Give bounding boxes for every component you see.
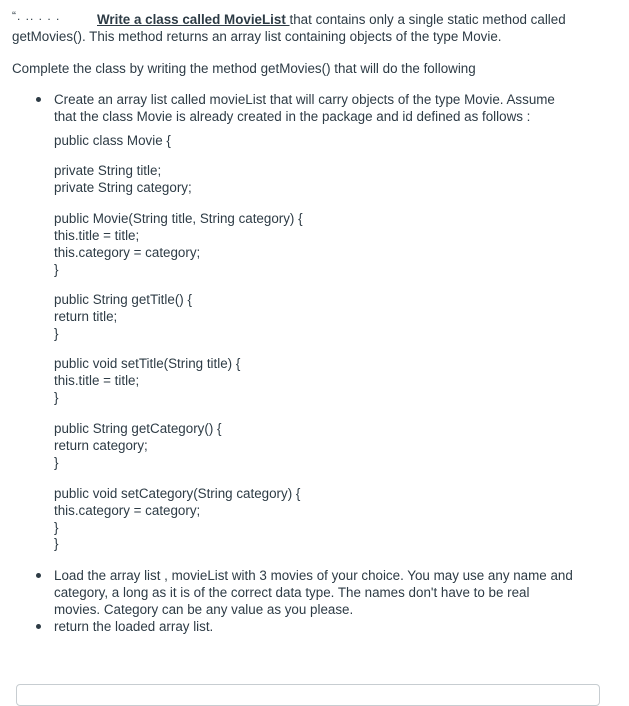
bullet2-line-3: movies. Category can be any value as you please.: [54, 602, 354, 617]
code-setcategory-signature: public void setCategory(String category) {: [54, 486, 301, 501]
code-class-decl: public class Movie {: [54, 133, 171, 148]
code-ctor-body-2: this.category = category;: [54, 245, 201, 260]
bullet-dot: [36, 573, 41, 578]
code-field-title: private String title;: [54, 163, 162, 178]
bullet1-line-2: that the class Movie is already created in the package and id defined as follows :: [54, 109, 531, 124]
code-gettitle-body: return title;: [54, 309, 118, 324]
bullet-dot: [36, 97, 41, 102]
instruction-text: Complete the class by writing the method getMovies() that will do the following: [12, 61, 476, 76]
code-setcategory-body: this.category = category;: [54, 503, 201, 518]
partial-text-artifact: “. .. . . .: [12, 9, 61, 23]
code-getcategory-close: }: [54, 455, 59, 470]
bullet-dot: [36, 624, 41, 629]
bullet3-line-1: return the loaded array list.: [54, 619, 214, 634]
code-getcategory-signature: public String getCategory() {: [54, 421, 222, 436]
code-gettitle-close: }: [54, 326, 59, 341]
code-ctor-body-1: this.title = title;: [54, 228, 140, 243]
code-ctor-signature: public Movie(String title, String category) {: [54, 211, 303, 226]
code-getcategory-body: return category;: [54, 438, 148, 453]
header-line-1: [97, 11, 566, 28]
code-settitle-signature: public void setTitle(String title) {: [54, 356, 241, 371]
bullet1-line-1: Create an array list called movieList that will carry objects of the type Movie. Assume: [54, 92, 555, 107]
code-setcategory-close: }: [54, 520, 59, 535]
answer-textbox[interactable]: [16, 684, 600, 706]
bullet2-line-1: Load the array list , movieList with 3 movies of your choice. You may use any name and: [54, 568, 573, 583]
code-ctor-close: }: [54, 262, 59, 277]
code-settitle-close: }: [54, 390, 59, 405]
header-line-1-rest: that contains only a single static method called: [289, 12, 566, 27]
code-class-close: }: [54, 536, 59, 551]
class-name-heading: Write a class called MovieList: [97, 12, 290, 27]
code-settitle-body: this.title = title;: [54, 373, 140, 388]
code-field-category: private String category;: [54, 180, 192, 195]
code-gettitle-signature: public String getTitle() {: [54, 292, 192, 307]
header-line-2: getMovies(). This method returns an array list containing objects of the type Movie.: [12, 29, 502, 44]
bullet2-line-2: category, a long as it is of the correct data type. The names don't have to be real: [54, 585, 530, 600]
